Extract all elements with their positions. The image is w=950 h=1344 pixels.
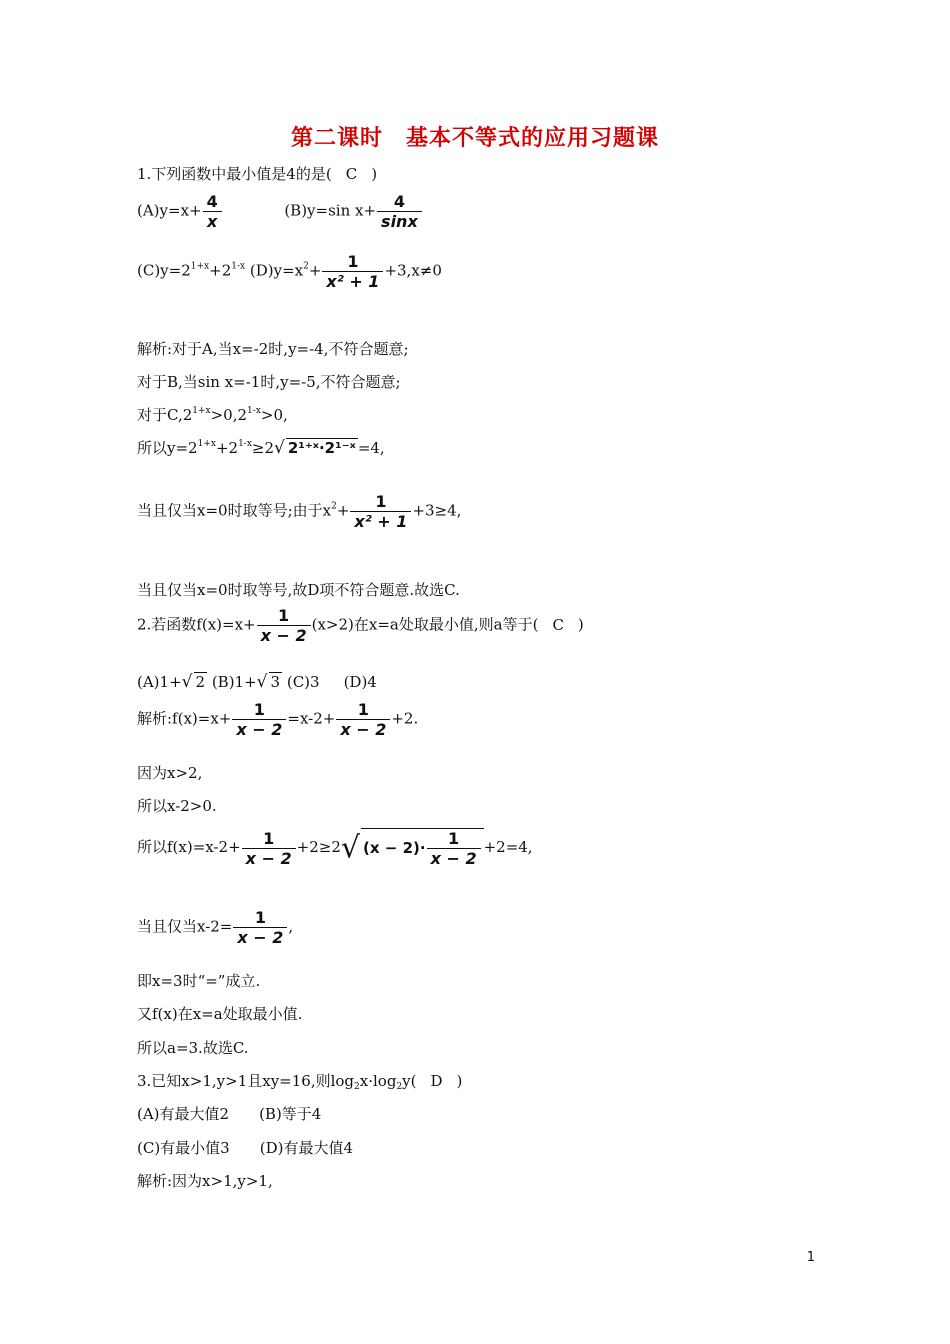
q2-solution-1: 解析:f(x)=x+ $\frac{1}{x - 2}$ =x-2+ $\frac{1}{x - 2}$ +2. <box>137 700 419 739</box>
q1-solution-1: 解析:对于A,当x=-2时,y=-4,不符合题意; <box>137 340 409 358</box>
q1-solution-5: 当且仅当x=0时取等号;由于$x^2+$ $\frac{1}{\text{x² + 1}}$ +3≥4, <box>137 492 462 531</box>
q3-answer: D <box>430 1072 443 1090</box>
q2-solution-4: 所以f(x)=x-2+ $\frac{1}{x - 2}$ +2≥2√ (x − 2)· $\frac{1}{x - 2}$ +2=4, <box>137 828 533 868</box>
page-number: 1 <box>806 1250 815 1265</box>
fraction: $\frac{4}{x}$ <box>203 192 222 231</box>
q1-solution-6: 当且仅当x=0时取等号,故D项不符合题意.故选C. <box>137 581 460 599</box>
fraction: $\frac{1}{\text{x² + 1}}$ <box>350 492 411 531</box>
q3-options-cd: (C)有最小值3 (D)有最大值4 <box>137 1139 353 1157</box>
q1-options-cd: $(C)y=2^{1+x}+2^{1-x}$ $(D)y=x^2+$ $\frac{1}{\text{x² + 1}}$ +3,x≠0 <box>137 252 442 291</box>
q3-stem: 3.已知x>1,y>1且xy=16,则$\log_2x\cdot\log_2y$( D ) <box>137 1072 463 1092</box>
q3-solution-1: 解析:因为x>1,y>1, <box>137 1172 273 1190</box>
fraction: $\frac{1}{x - 2}$ <box>257 606 311 645</box>
q2-options: (A)1+√ 2 (B)1+√ 3 (C)3 (D)4 <box>137 672 377 692</box>
fraction: $\frac{1}{x - 2}$ <box>233 908 287 947</box>
page-title: 第二课时 基本不等式的应用习题课 <box>290 126 659 151</box>
q2-solution-5: 当且仅当x-2= $\frac{1}{x - 2}$ , <box>137 908 294 947</box>
q2-solution-2: 因为x>2, <box>137 764 203 782</box>
q1-options-ab: (A)y=x+ $\frac{4}{x}$ (B)y=sin x+ $\frac{4}{\sin x}$ <box>137 192 423 231</box>
q1-solution-4: 所以$y=2^{1+x}+2^{1-x}\ge 2√$ 2¹⁺ˣ·2¹⁻ˣ =4, <box>137 438 385 458</box>
q1-stem: 1.下列函数中最小值是4的是( C ) <box>137 165 378 183</box>
q1-solution-3: 对于$C,2^{1+x}>0,2^{1-x}>0$, <box>137 406 288 424</box>
q2-answer: C <box>552 615 564 634</box>
square-root: 2¹⁺ˣ·2¹⁻ˣ <box>287 439 356 457</box>
fraction: $\frac{1}{x - 2}$ <box>242 829 296 868</box>
q1-answer: C <box>345 165 358 183</box>
q1-solution-2: 对于B,当sin x=-1时,y=-5,不符合题意; <box>137 373 401 391</box>
fraction: $\frac{1}{x - 2}$ <box>232 700 286 739</box>
square-root: (x − 2)· $\frac{1}{x - 2}$ <box>361 828 484 868</box>
q2-solution-7: 又f(x)在x=a处取最小值. <box>137 1005 303 1023</box>
fraction: $\frac{1}{\text{x² + 1}}$ <box>322 252 383 291</box>
q2-solution-6: 即x=3时“=”成立. <box>137 972 261 990</box>
q3-options-ab: (A)有最大值2 (B)等于4 <box>137 1105 322 1123</box>
q2-stem: 2.若函数f(x)=x+ $\frac{1}{x - 2}$ (x>2)在x=a处取最小值,则a等于( C ) <box>137 606 584 645</box>
q2-solution-3: 所以x-2>0. <box>137 797 217 815</box>
q2-solution-8: 所以a=3.故选C. <box>137 1039 249 1057</box>
fraction: $\frac{1}{x - 2}$ <box>336 700 390 739</box>
fraction: $\frac{4}{\sin x}$ <box>377 192 422 231</box>
